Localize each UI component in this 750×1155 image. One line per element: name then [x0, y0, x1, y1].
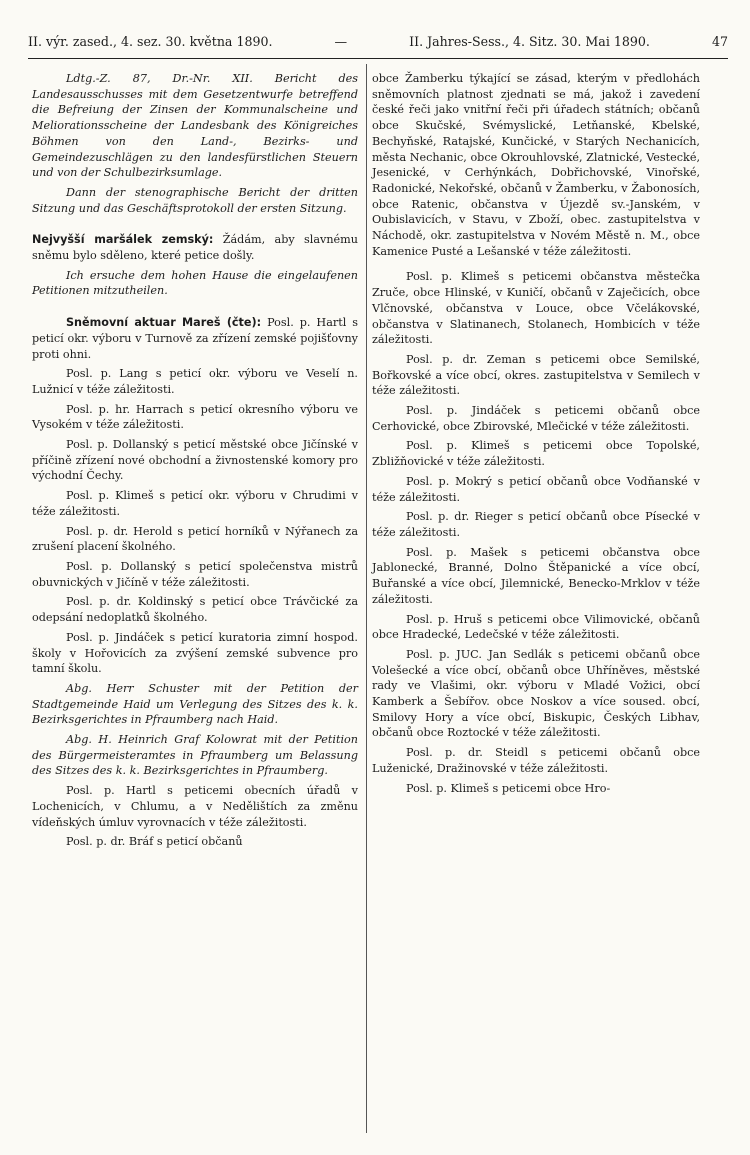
paragraph-text: Posl. p. Klimeš s peticemi obce Hro- — [406, 781, 611, 795]
paragraph-text: Posl. p. dr. Koldinský s peticí obce Trávčické za odepsání nedoplatků školného. — [32, 595, 358, 625]
paragraph-text: Posl. p. dr. Zeman s peticemi obce Semilské, Bořkovské a více obcí, okres. zastupitelstva v Semilech v téže záležitosti. — [372, 352, 700, 398]
paragraph — [372, 474, 700, 505]
paragraph-text: Posl. p. Dollanský s peticí městské obce Jičínské v příčině zřízení nové obchodní a živnostenské komory pro východní Čechy. — [32, 438, 358, 483]
paragraph-text: Posl. p. Hruš s peticemi obce Vilimovické, občanů obce Hradecké, Ledečské v téže záležitosti. — [372, 612, 700, 642]
paragraph — [372, 438, 700, 469]
paragraph — [372, 647, 700, 741]
paragraph — [32, 232, 358, 263]
paragraph — [32, 185, 358, 216]
paragraph — [32, 315, 358, 362]
paragraph-text: Ldtg.-Z. 87, Dr.-Nr. XII. Bericht des Landesausschusses mit dem Gesetzentwurfe betreffend die Befreiung der Zinsen der Kommunalscheine und Meliorationsscheine der Landesbank des Königreiches Böhmen von den Land-, Bezirks- und Gemeindezuschlägen zu den landesfürstlichen Steuern und von der Schulbezirksumlage. — [32, 72, 358, 180]
paragraph — [372, 545, 700, 608]
paragraph-text: Posl. p. Jindáček s peticí kuratoria zimní hospod. školy v Hořovicích za zvýšení zemské subvence pro tamní školu. — [32, 630, 358, 676]
paragraph-text: Posl. p. Mokrý s peticí občanů obce Vodňanské v téže záležitosti. — [372, 474, 700, 504]
paragraph — [32, 71, 358, 181]
paragraph-text: Posl. p. dr. Rieger s peticí občanů obce Písecké v téže záležitosti. — [372, 510, 700, 539]
paragraph — [32, 488, 358, 519]
paragraph-text: Posl. p. Hartl s peticí okr. výboru v Turnově za zřízení zemské pojišťovny proti ohni. — [32, 316, 359, 361]
paragraph-text: Posl. p. Mašek s peticemi občanstva obce Jablonecké, Branné, Dolno Štěpanické a více obcí, Buřanské a více obcí, Jilemnické, Benecko-Mrklov v téže záležitosti. — [372, 545, 700, 606]
page-header — [28, 34, 728, 49]
paragraph-text: Posl. p. hr. Harrach s peticí okresního výboru ve Vysokém v téže záležitosti. — [32, 402, 358, 432]
paragraph — [372, 403, 700, 434]
paragraph — [372, 71, 700, 259]
speaker-name: Nejvyšší maršálek zemský: — [32, 233, 214, 247]
paragraph-text: Posl. p. Klimeš s peticí okr. výboru v Chrudimi v téže záležitosti. — [32, 489, 358, 518]
paragraph — [372, 745, 700, 776]
header-czech: II. výr. zased., 4. sez. 30. května 1890. — [28, 34, 273, 49]
speaker-name: Sněmovní aktuar Mareš (čte): — [66, 316, 262, 330]
paragraph-text: Posl. p. Lang s peticí okr. výboru ve Veselí n. Lužnicí v téže záležitosti. — [32, 367, 358, 396]
paragraph — [372, 352, 700, 399]
paragraph — [372, 509, 700, 540]
paragraph-text: Abg. H. Heinrich Graf Kolowrat mit der Petition des Bürgermeisteramtes in Pfraumberg um Belassung des Sitzes des k. k. Bezirksgerichtes in Pfraumberg. — [32, 733, 358, 778]
paragraph — [32, 594, 358, 625]
paragraph-text: Posl. p. JUC. Jan Sedlák s peticemi občanů obce Volešecké a více obcí, občanů obce Uhříněves, městské rady ve Vlašimi, okr. výboru v Mladé Vožici, obcí Kamberk a Šebířov. obce Noskov a více soused. obcí, Smilovy Hory a více obcí, Biskupic, Českých Libhav, občanů obce Roztocké v téže záležitosti. — [372, 647, 700, 740]
paragraph — [32, 783, 358, 830]
header-rule — [28, 58, 728, 59]
paragraph — [32, 437, 358, 484]
paragraph — [372, 612, 700, 643]
paragraph — [32, 630, 358, 677]
paragraph-text: Posl. p. Hartl s peticemi obecních úřadů v Lochenicích, v Chlumu, a v Nedělištích za změnu vídeňských úmluv vyrovnacích v téže záležitosti. — [32, 784, 358, 829]
column-divider — [366, 64, 367, 1133]
paragraph — [32, 681, 358, 728]
paragraph — [372, 269, 700, 348]
header-dash: — — [334, 34, 348, 49]
paragraph — [32, 834, 358, 850]
paragraph — [32, 268, 358, 299]
paragraph — [32, 402, 358, 433]
paragraph-text: Ich ersuche dem hohen Hause die eingelaufenen Petitionen mitzutheilen. — [32, 268, 358, 298]
paragraph-text: Posl. p. Dollanský s peticí společenstva mistrů obuvnických v Jičíně v téže záležitosti. — [32, 559, 358, 589]
paragraph-text: Posl. p. dr. Steidl s peticemi občanů obce Luženické, Dražinovské v téže záležitosti. — [372, 746, 700, 775]
paragraph-text: Posl. p. dr. Herold s peticí horníků v Nýřanech za zrušení placení školného. — [32, 524, 358, 554]
paragraph — [32, 366, 358, 397]
paragraph-text: Žádám, aby slavnému sněmu bylo sděleno, které petice došly. — [32, 233, 358, 263]
left-column — [32, 71, 358, 854]
paragraph-text: Abg. Herr Schuster mit der Petition der Stadtgemeinde Haid um Verlegung des Sitzes des k. k. Bezirksgerichtes in Pfraumberg nach Haid. — [32, 681, 358, 727]
paragraph-text: Posl. p. Klimeš s peticemi občanstva městečka Zruče, obce Hlinské, v Kuničí, občanů v Zaječicích, obce Vlčnovské, občanstva v Louce, obce Včelákovské, občanstva v Slatinanech, Stolanech, Hombicích v téže záležitosti. — [372, 270, 700, 347]
page-number: 47 — [711, 34, 728, 49]
paragraph-text: Posl. p. Jindáček s peticemi občanů obce Cerhovické, obce Zbirovské, Mlečické v téže záležitosti. — [372, 404, 700, 433]
header-german: II. Jahres-Sess., 4. Sitz. 30. Mai 1890. — [409, 34, 650, 49]
right-column — [372, 71, 700, 800]
paragraph — [32, 732, 358, 779]
paragraph-text: obce Žamberku týkající se zásad, kterým v předlohách sněmovních platnost zjednati se má, jakož i zavedení české řeči jako vnitřní řeči při úřadech státních; občanů obce Skučské, Svémyslické, Letňanské, Kbelské, Bechyňské, Ratajské, Kunčické, v Starých Nechanicích, města Nechanic, obce Okrouhlovské, Zlatnické, Vestecké, Jesenické, v Cerhýnkách, Dobřichovské, Vinořské, Radonické, Nekořské, občanů v Žamberku, v Žabonosích, obce Ratenic, občanstva v Újezdě sv.-Janském, v Oubislavicích, v Stavu, v Zboží, obec. zastupitelstva v Náchodě, okr. zastupitelstva v Novém Městě n. M., obce Kamenice Pusté a Lešanské v téže záležitosti. — [372, 72, 700, 258]
paragraph-text: Dann der stenographische Bericht der dritten Sitzung und das Geschäftsprotokoll der ersten Sitzung. — [32, 185, 358, 215]
paragraph — [32, 559, 358, 590]
paragraph — [372, 781, 700, 797]
paragraph-text: Posl. p. Klimeš s peticemi obce Topolské, Zbližňovické v téže záležitosti. — [372, 439, 700, 469]
paragraph — [32, 524, 358, 555]
paragraph-text: Posl. p. dr. Bráf s peticí občanů — [66, 835, 243, 849]
